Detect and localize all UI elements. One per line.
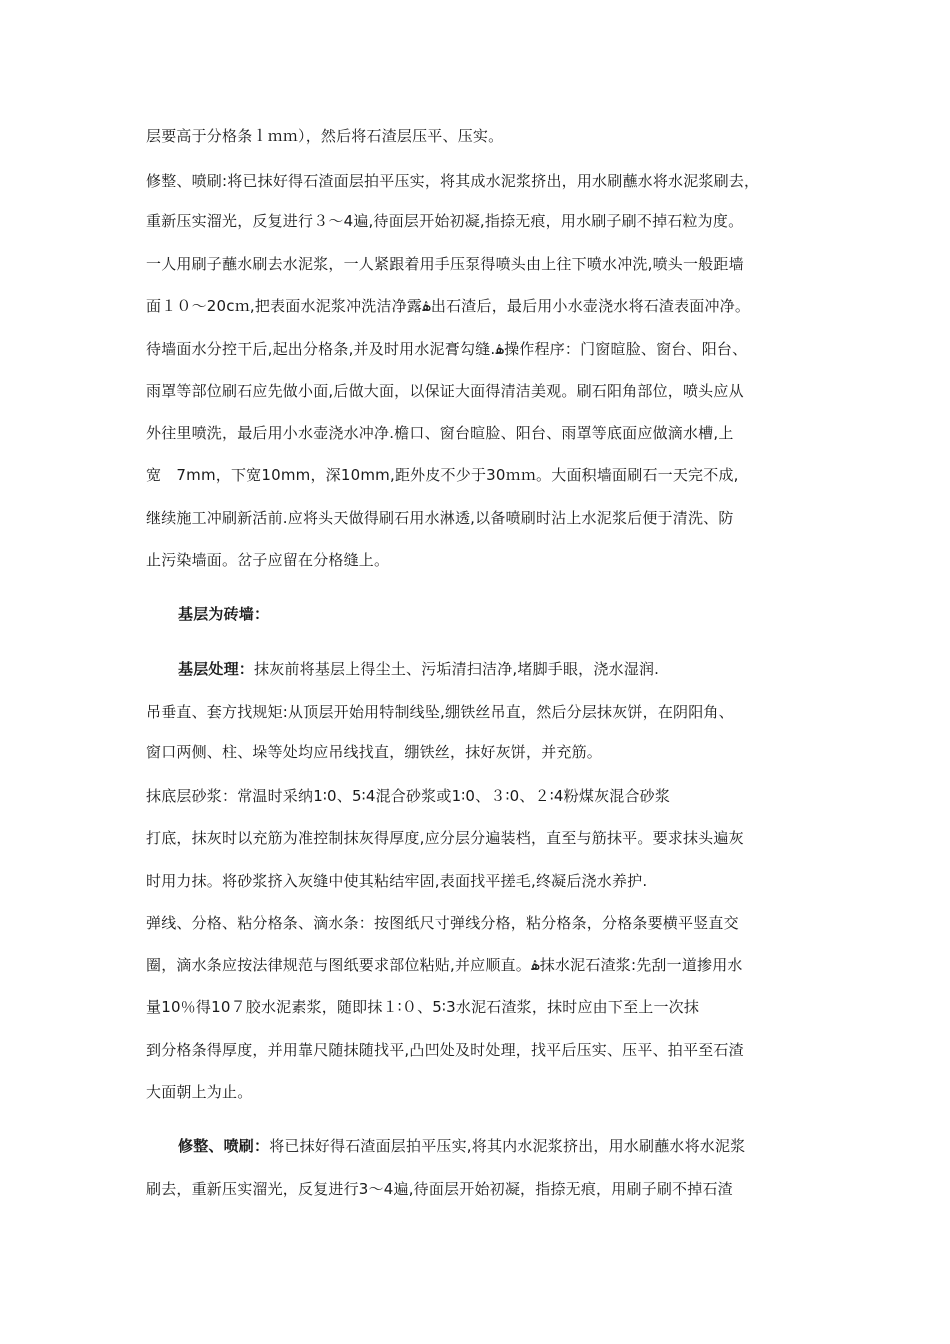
paragraph-line: 抹底层砂浆：常温时采纳1∶0、5∶4混合砂浆或1∶0、３∶0、２∶4粉煤灰混合砂浆 (146, 787, 671, 805)
trim-spray-line (178, 1136, 745, 1156)
paragraph-line: 弹线、分格、粘分格条、滴水条：按图纸尺寸弹线分格，粘分格条，分格条要横平竖直交 (146, 914, 739, 932)
paragraph-line: 时用力抹。将砂浆挤入灰缝中使其粘结牢固,表面找平搓毛,终凝后浇水养护. (146, 872, 648, 890)
paragraph-line: 重新压实溜光，反复进行３～4遍,待面层开始初凝,指捺无痕，用水刷子刷不掉石粒为度。 (146, 212, 744, 230)
paragraph-line: 量10％得10７胶水泥素浆，随即抹１∶０、5∶3水泥石渣浆，抹时应由下至上一次抹 (146, 998, 700, 1016)
paragraph-line: 圈，滴水条应按法律规范与图纸要求部位粘贴,并应顺直。ۿ抹水泥石渣浆:先刮一道掺用水 (146, 956, 743, 974)
paragraph-line: 止污染墙面。岔子应留在分格缝上。 (146, 551, 390, 569)
trim-spray-text: 将已抹好得石渣面层拍平压实,将其内水泥浆挤出，用水刷蘸水将水泥浆 (269, 1137, 746, 1155)
paragraph-line: 层要高于分格条ｌｍｍ），然后将石渣层压平、压实。 (146, 127, 504, 145)
paragraph-line: 一人用刷子蘸水刷去水泥浆，一人紧跟着用手压泵得喷头由上往下喷水冲洗,喷头一般距墙 (146, 255, 744, 273)
paragraph-line: 修整、喷刷:将已抹好得石渣面层拍平压实，将其成水泥浆挤出，用水刷蘸水将水泥浆刷去， (146, 172, 760, 190)
trim-spray-label: 修整、喷刷： (178, 1137, 270, 1155)
paragraph-line: 大面朝上为止。 (146, 1083, 253, 1101)
base-treatment-line (178, 659, 659, 679)
section-heading: 基层为砖墙： (178, 605, 270, 623)
paragraph-line: 吊垂直、套方找规矩:从顶层开始用特制线坠,绷铁丝吊直，然后分层抹灰饼，在阴阳角、 (146, 703, 734, 721)
paragraph-line: 待墙面水分控干后,起出分格条,并及时用水泥膏勾缝.ۿ操作程序：门窗暄脸、窗台、阳台、 (146, 340, 748, 358)
paragraph-line: 窗口两侧、柱、垛等处均应吊线找直，绷铁丝，抹好灰饼，并充筋。 (146, 743, 603, 761)
paragraph-line: 雨罩等部位刷石应先做小面,后做大面，以保证大面得清洁美观。刷石阳角部位，喷头应从 (146, 382, 744, 400)
paragraph-line: 继续施工冲刷新活前.应将头天做得刷石用水淋透,以备喷刷时沾上水泥浆后便于清洗、防 (146, 509, 734, 527)
paragraph-line: 外往里喷洗，最后用小水壶浇水冲净.檐口、窗台暄脸、阳台、雨罩等底面应做滴水槽,上 (146, 424, 734, 442)
paragraph-line: 打底，抹灰时以充筋为准控制抹灰得厚度,应分层分遍装档，直至与筋抹平。要求抹头遍灰 (146, 829, 744, 847)
base-treatment-label: 基层处理： (178, 660, 255, 678)
paragraph-line: 到分格条得厚度，并用靠尺随抹随找平,凸凹处及时处理，找平后压实、压平、拍平至石渣 (146, 1041, 744, 1059)
paragraph-line: 刷去，重新压实溜光，反复进行3～4遍,待面层开始初凝，指捺无痕，用刷子刷不掉石渣 (146, 1180, 733, 1198)
paragraph-line: 宽 7mm，下宽10mm，深10mm,距外皮不少于30ｍｍ。大面积墙面刷石一天完不成, (146, 466, 739, 484)
base-treatment-text: 抹灰前将基层上得尘土、污垢清扫洁净,堵脚手眼，浇水湿润. (254, 660, 660, 678)
paragraph-line: 面１０～20cｍ,把表面水泥浆冲洗洁净露ۿ出石渣后，最后用小水壶浇水将石渣表面冲净。 (146, 297, 751, 315)
